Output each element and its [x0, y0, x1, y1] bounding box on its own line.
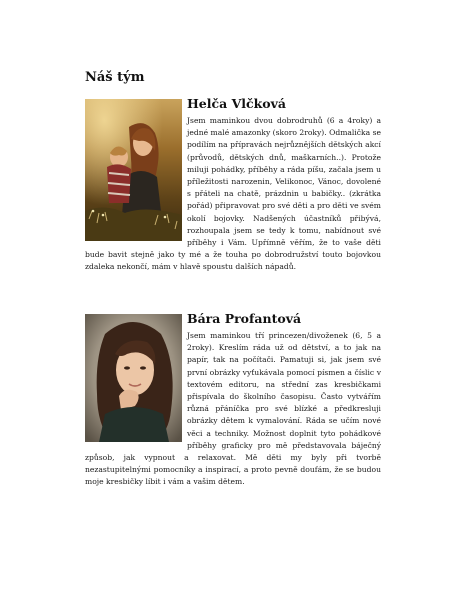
section-title: Náš tým — [85, 70, 145, 85]
photo-mother-with-child — [85, 99, 182, 241]
member-name: Bára Profantová — [187, 311, 302, 326]
member-bio: Jsem maminkou dvou dobrodruhů (6 a 4roky) a jedné malé amazonky (skoro 2roky). Odmalička se podílím na přípravách nejrůznějších dětských akcí (průvodů, dětských dnů, maškarních..). Protože miluji pohádky, příběhy a ráda píšu, začala jsem u příležitosti narozenin, Velikonoc, Vánoc, dovolené s přáteli na chatě, prázdnin u babičky.. (zkrátka pořád) připravovat pro své děti a pro děti ve svém okolí bojovky. Nadšených účastníků přibývá, rozhoupala jsem se tedy k tomu, nabídnout své příběhy i Vám. Upřímně věřím, že to vaše děti bude bavit stejně jako ty mé a že touha po dobrodružství touto bojovkou zdaleka nekončí, mám v hlavě spoustu dalších nápadů. — [85, 116, 381, 272]
team-member-helca — [85, 95, 381, 274]
team-member-bara — [85, 310, 381, 489]
member-bio: Jsem maminkou tří princezen/divoženek (6, 5 a 2roky). Kreslím ráda už od dětství, a to jak na papír, tak na počítači. Pamatuji si, jak jsem své první obrázky vyťukávala pomocí písmen a číslic v textovém editoru, na střední zas kresbičkami přispívala do školního časopisu. Často vytvářím různá přáníčka pro své blízké a předkresluji obrázky dětem k vymalování. Ráda se učím nové věci a techniky. Možnost doplnit tyto pohádkové příběhy graficky pro mě představovala báječný způsob, jak vypnout a relaxovat. Mě děti my byly při tvorbě nezastupitelnými pomocníky a inspirací, a proto pevně doufám, že se budou moje kresbičky líbit i vám a vašim dětem. — [85, 331, 381, 487]
member-name: Helča Vlčková — [187, 96, 286, 111]
photo-portrait-woman — [85, 314, 182, 442]
